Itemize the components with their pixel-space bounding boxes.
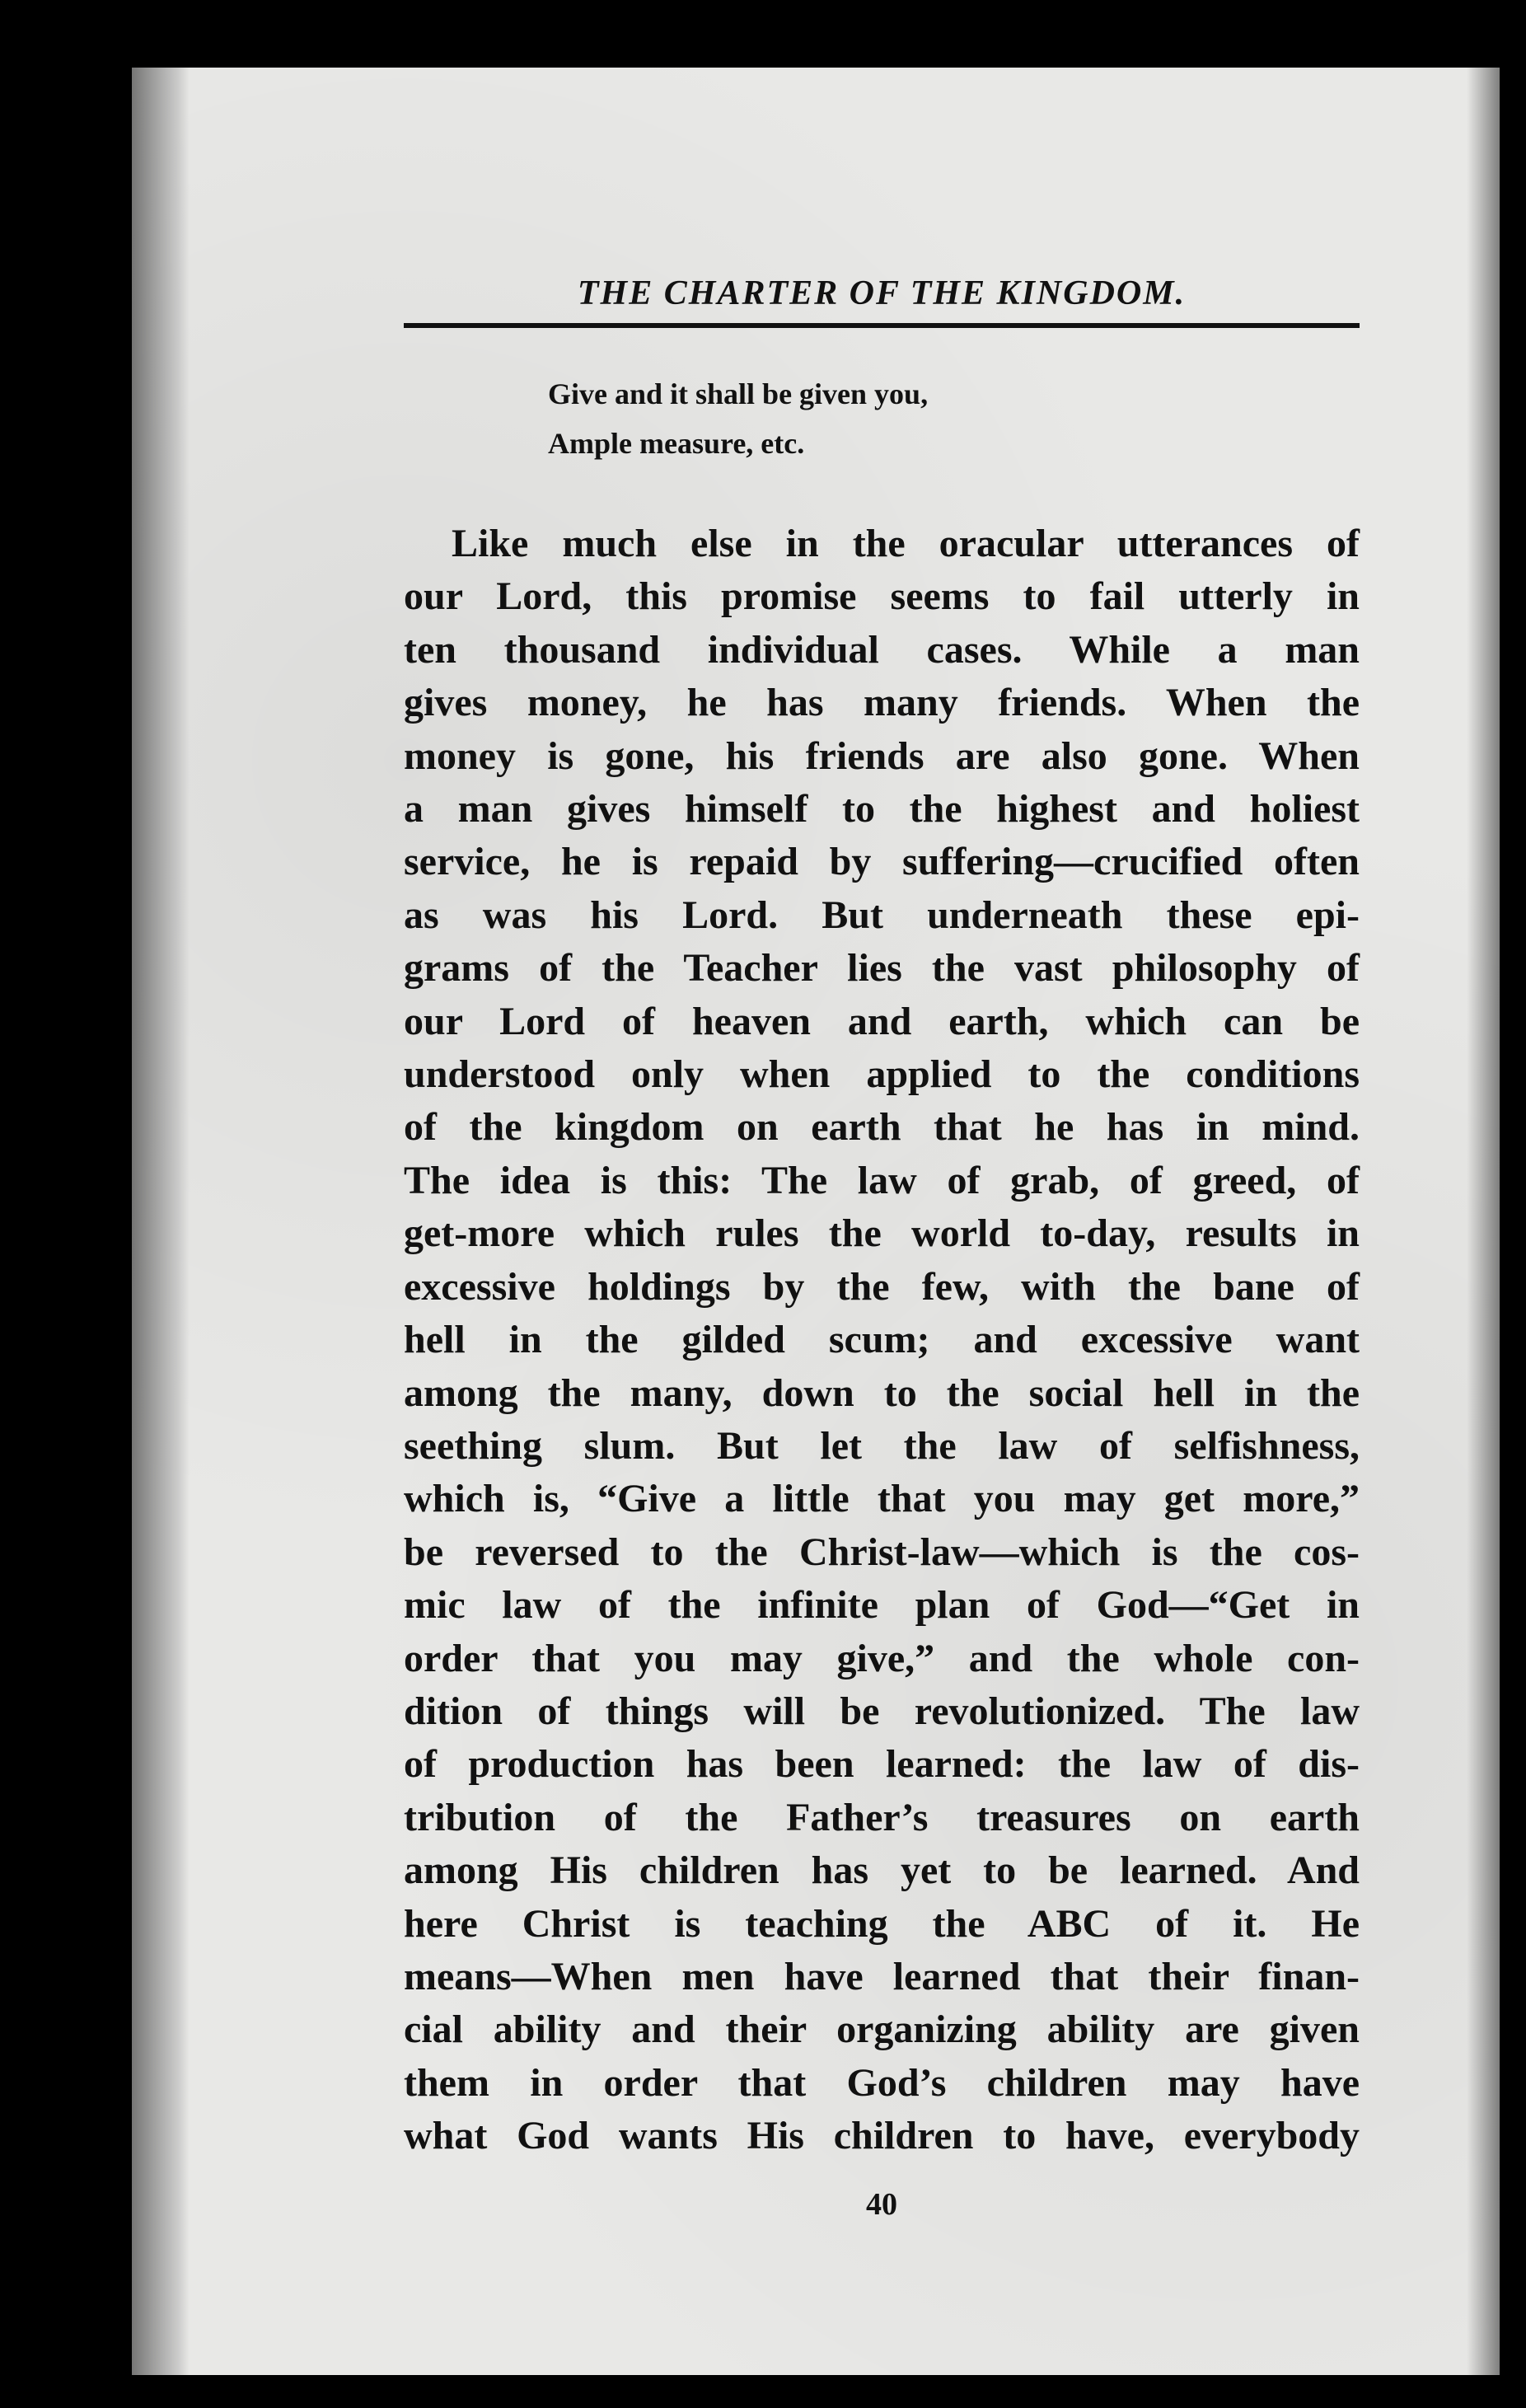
- body-line: get-more which rules the world to-day, results in: [404, 1211, 1360, 1256]
- body-line: cial ability and their organizing ability are given: [404, 2007, 1360, 2052]
- body-line: seething slum. But let the law of selfishness,: [404, 1423, 1360, 1468]
- body-line: excessive holdings by the few, with the bane of: [404, 1264, 1360, 1309]
- body-line: as was his Lord. But underneath these epi-: [404, 892, 1360, 937]
- body-line: money is gone, his friends are also gone. When: [404, 733, 1360, 778]
- body-line: which is, “Give a little that you may get more,”: [404, 1477, 1360, 1521]
- epigraph: [548, 369, 1360, 468]
- body-line: ten thousand individual cases. While a man: [404, 627, 1360, 672]
- body-line: order that you may give,” and the whole con-: [404, 1636, 1360, 1680]
- body-line: grams of the Teacher lies the vast philosophy of: [404, 946, 1360, 991]
- body-line: Like much else in the oracular utterances of: [452, 522, 1360, 565]
- body-line: means—When men have learned that their finan-: [404, 1954, 1360, 1998]
- body-line: The idea is this: The law of grab, of greed, of: [404, 1158, 1360, 1202]
- body-line: service, he is repaid by suffering—crucified often: [404, 840, 1360, 884]
- page-content: [404, 274, 1360, 2223]
- running-head: THE CHARTER OF THE KINGDOM.: [404, 274, 1360, 328]
- body-line: understood only when applied to the conditions: [404, 1052, 1360, 1097]
- body-line: of the kingdom on earth that he has in mind.: [404, 1105, 1360, 1150]
- body-paragraph: [404, 518, 1360, 2163]
- body-line: a man gives himself to the highest and holiest: [404, 787, 1360, 832]
- body-line: tribution of the Father’s treasures on earth: [404, 1795, 1360, 1839]
- epigraph-line: Ample measure, etc.: [548, 427, 805, 460]
- body-line: gives money, he has many friends. When the: [404, 681, 1360, 725]
- body-line: among the many, down to the social hell in the: [404, 1370, 1360, 1415]
- body-line: of production has been learned: the law of dis-: [404, 1742, 1360, 1787]
- body-line: mic law of the infinite plan of God—“Get in: [404, 1583, 1360, 1628]
- body-line: be reversed to the Christ-law—which is the cos-: [404, 1530, 1360, 1574]
- body-line: what God wants His children to have, everybody: [404, 2114, 1360, 2158]
- book-page: [132, 68, 1500, 2375]
- body-line: hell in the gilded scum; and excessive want: [404, 1318, 1360, 1362]
- epigraph-line: Give and it shall be given you,: [548, 377, 929, 410]
- page-spine-shadow: [132, 68, 190, 2375]
- page-number: 40: [866, 2186, 897, 2222]
- body-line: our Lord, this promise seems to fail utterly in: [404, 574, 1360, 619]
- body-line: among His children has yet to be learned. And: [404, 1848, 1360, 1893]
- body-line: them in order that God’s children may have: [404, 2060, 1360, 2105]
- page-edge-shadow: [1467, 68, 1500, 2375]
- body-line: dition of things will be revolutionized. The law: [404, 1689, 1360, 1733]
- body-line: our Lord of heaven and earth, which can be: [404, 999, 1360, 1043]
- body-line: here Christ is teaching the ABC of it. He: [404, 1901, 1360, 1946]
